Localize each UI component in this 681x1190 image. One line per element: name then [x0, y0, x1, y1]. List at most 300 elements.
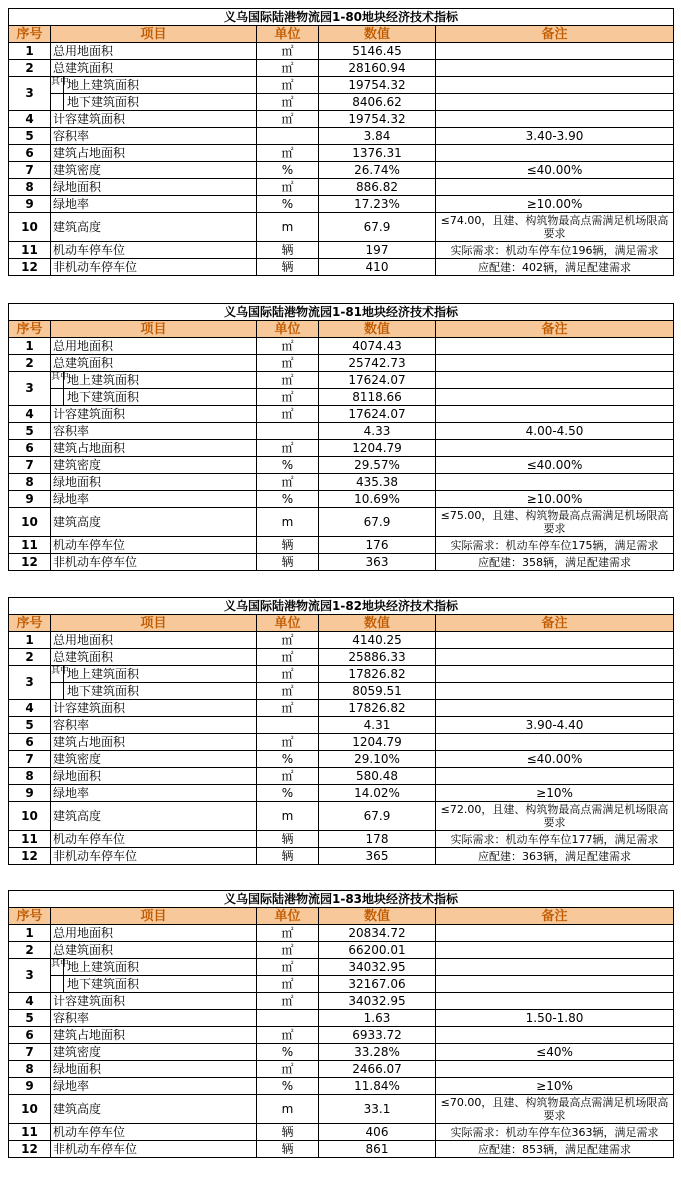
row-value: 34032.95: [319, 993, 436, 1010]
sub-label: 其中: [51, 372, 64, 388]
row-value: 33.1: [319, 1095, 436, 1124]
row-item: 机动车停车位: [51, 1124, 257, 1141]
row-item: 建筑占地面积: [51, 145, 257, 162]
row-note: ≤40.00%: [436, 457, 674, 474]
sub-label-cont: [51, 389, 64, 405]
row-item: [51, 976, 257, 993]
row-value: 8059.51: [319, 683, 436, 700]
row-note: [436, 440, 674, 457]
row-item: 容积率: [51, 1010, 257, 1027]
header-unit: 单位: [257, 321, 319, 338]
row-note: [436, 355, 674, 372]
table-row: [9, 717, 674, 734]
table-row: [9, 993, 674, 1010]
table-title: 义乌国际陆港物流园1-82地块经济技术指标: [9, 598, 674, 615]
row-item-label: 地下建筑面积: [67, 683, 140, 698]
row-item: 总用地面积: [51, 632, 257, 649]
table-row: [9, 242, 674, 259]
row-item: 总建筑面积: [51, 355, 257, 372]
row-item: 非机动车停车位: [51, 1141, 257, 1158]
table-row: [9, 474, 674, 491]
row-note: 1.50-1.80: [436, 1010, 674, 1027]
row-item: 非机动车停车位: [51, 554, 257, 571]
row-unit: ㎡: [257, 959, 319, 976]
row-index: 2: [9, 942, 51, 959]
row-unit: ㎡: [257, 1027, 319, 1044]
row-value: 10.69%: [319, 491, 436, 508]
row-item: 绿地面积: [51, 474, 257, 491]
header-value: 数值: [319, 321, 436, 338]
row-index: 11: [9, 1124, 51, 1141]
row-item-label: 地上建筑面积: [67, 77, 140, 92]
table-row: [9, 1061, 674, 1078]
row-unit: ㎡: [257, 632, 319, 649]
row-item-label: 地下建筑面积: [67, 389, 140, 404]
row-value: 8406.62: [319, 94, 436, 111]
row-unit: ㎡: [257, 666, 319, 683]
row-index: 7: [9, 751, 51, 768]
table-row: [9, 942, 674, 959]
row-unit: 辆: [257, 1124, 319, 1141]
row-item: [51, 372, 257, 389]
row-index: 10: [9, 1095, 51, 1124]
row-item: 总建筑面积: [51, 942, 257, 959]
table-row: [9, 372, 674, 389]
row-unit: ㎡: [257, 406, 319, 423]
row-unit: ㎡: [257, 60, 319, 77]
row-item: 建筑密度: [51, 457, 257, 474]
row-value: 19754.32: [319, 77, 436, 94]
row-value: 17826.82: [319, 666, 436, 683]
row-note: [436, 111, 674, 128]
row-index: 10: [9, 802, 51, 831]
table-row: [9, 1141, 674, 1158]
row-index: 3: [9, 77, 51, 111]
table-row: [9, 406, 674, 423]
row-index: 6: [9, 440, 51, 457]
row-item: 总用地面积: [51, 925, 257, 942]
row-index: 12: [9, 848, 51, 865]
row-unit: ㎡: [257, 94, 319, 111]
row-value: 17826.82: [319, 700, 436, 717]
row-value: 886.82: [319, 179, 436, 196]
table-row: [9, 632, 674, 649]
header-unit: 单位: [257, 908, 319, 925]
row-value: 8118.66: [319, 389, 436, 406]
header-item: 项目: [51, 908, 257, 925]
row-unit: %: [257, 751, 319, 768]
row-unit: 辆: [257, 554, 319, 571]
row-value: 14.02%: [319, 785, 436, 802]
row-item: 容积率: [51, 128, 257, 145]
row-item: 绿地率: [51, 785, 257, 802]
table-row: [9, 491, 674, 508]
table-row: [9, 196, 674, 213]
row-value: 67.9: [319, 213, 436, 242]
table-row: [9, 355, 674, 372]
row-item: [51, 94, 257, 111]
row-note: ≥10%: [436, 1078, 674, 1095]
row-value: 25742.73: [319, 355, 436, 372]
row-unit: m: [257, 802, 319, 831]
header-seq: 序号: [9, 321, 51, 338]
row-note: ≤74.00，且建、构筑物最高点需满足机场限高要求: [436, 213, 674, 242]
header-value: 数值: [319, 615, 436, 632]
indicator-grid: [8, 303, 674, 571]
row-unit: 辆: [257, 848, 319, 865]
row-unit: %: [257, 1044, 319, 1061]
row-unit: ㎡: [257, 700, 319, 717]
table-row: [9, 1027, 674, 1044]
row-value: 34032.95: [319, 959, 436, 976]
sub-label: 其中: [51, 666, 64, 682]
row-value: 5146.45: [319, 43, 436, 60]
row-item: 绿地率: [51, 196, 257, 213]
row-note: [436, 666, 674, 683]
row-note: [436, 145, 674, 162]
header-value: 数值: [319, 26, 436, 43]
sub-label-cont: [51, 976, 64, 992]
sub-label-cont: [51, 94, 64, 110]
row-value: 176: [319, 537, 436, 554]
row-note: [436, 1061, 674, 1078]
row-unit: 辆: [257, 537, 319, 554]
table-row: [9, 389, 674, 406]
row-note: [436, 632, 674, 649]
row-note: [436, 649, 674, 666]
row-index: 9: [9, 1078, 51, 1095]
indicator-table-2: [8, 303, 673, 571]
table-row: [9, 77, 674, 94]
row-index: 8: [9, 474, 51, 491]
row-note: [436, 406, 674, 423]
row-note: 3.90-4.40: [436, 717, 674, 734]
row-note: [436, 474, 674, 491]
row-note: [436, 683, 674, 700]
row-value: 3.84: [319, 128, 436, 145]
row-value: 17624.07: [319, 406, 436, 423]
row-index: 7: [9, 162, 51, 179]
row-value: 33.28%: [319, 1044, 436, 1061]
table-row: [9, 1078, 674, 1095]
row-item-label: 地上建筑面积: [67, 666, 140, 681]
header-seq: 序号: [9, 26, 51, 43]
row-item: 绿地面积: [51, 768, 257, 785]
row-item-label: 地下建筑面积: [67, 94, 140, 109]
row-unit: ㎡: [257, 338, 319, 355]
row-note: 应配建：363辆，满足配建需求: [436, 848, 674, 865]
header-unit: 单位: [257, 26, 319, 43]
row-index: 9: [9, 785, 51, 802]
row-item: 计容建筑面积: [51, 993, 257, 1010]
row-note: ≥10.00%: [436, 196, 674, 213]
row-value: 32167.06: [319, 976, 436, 993]
table-row: [9, 925, 674, 942]
row-index: 6: [9, 734, 51, 751]
table-row: [9, 423, 674, 440]
table-header-row: [9, 26, 674, 43]
row-note: [436, 959, 674, 976]
table-row: [9, 1010, 674, 1027]
row-value: 406: [319, 1124, 436, 1141]
row-item: 容积率: [51, 423, 257, 440]
row-unit: 辆: [257, 259, 319, 276]
table-row: [9, 537, 674, 554]
table-row: [9, 128, 674, 145]
row-unit: ㎡: [257, 942, 319, 959]
row-note: 4.00-4.50: [436, 423, 674, 440]
row-note: 实际需求：机动车停车位363辆，满足需求: [436, 1124, 674, 1141]
row-value: 1204.79: [319, 734, 436, 751]
row-index: 5: [9, 1010, 51, 1027]
row-index: 1: [9, 925, 51, 942]
row-note: ≤40%: [436, 1044, 674, 1061]
indicator-table-4: [8, 890, 673, 1158]
row-index: 10: [9, 213, 51, 242]
row-unit: %: [257, 196, 319, 213]
row-value: 1.63: [319, 1010, 436, 1027]
row-note: [436, 43, 674, 60]
row-value: 861: [319, 1141, 436, 1158]
table-row: [9, 683, 674, 700]
table-row: [9, 700, 674, 717]
table-row: [9, 338, 674, 355]
row-note: 应配建：358辆，满足配建需求: [436, 554, 674, 571]
row-item: 建筑密度: [51, 162, 257, 179]
row-index: 1: [9, 338, 51, 355]
row-item: [51, 389, 257, 406]
row-value: 6933.72: [319, 1027, 436, 1044]
row-unit: m: [257, 1095, 319, 1124]
row-note: [436, 94, 674, 111]
row-unit: %: [257, 785, 319, 802]
row-note: ≥10%: [436, 785, 674, 802]
row-value: 29.57%: [319, 457, 436, 474]
row-item: 计容建筑面积: [51, 111, 257, 128]
row-unit: [257, 717, 319, 734]
row-note: [436, 768, 674, 785]
table-row: [9, 259, 674, 276]
row-item: 建筑高度: [51, 802, 257, 831]
row-note: 实际需求：机动车停车位177辆，满足需求: [436, 831, 674, 848]
row-note: 实际需求：机动车停车位175辆，满足需求: [436, 537, 674, 554]
row-note: ≤75.00，且建、构筑物最高点需满足机场限高要求: [436, 508, 674, 537]
row-item: 建筑高度: [51, 508, 257, 537]
row-item: 总建筑面积: [51, 649, 257, 666]
header-note: 备注: [436, 321, 674, 338]
row-index: 4: [9, 111, 51, 128]
row-item: 绿地率: [51, 1078, 257, 1095]
row-unit: %: [257, 1078, 319, 1095]
sub-label: 其中: [51, 77, 64, 93]
row-index: 5: [9, 128, 51, 145]
row-index: 9: [9, 491, 51, 508]
row-value: 2466.07: [319, 1061, 436, 1078]
row-value: 26.74%: [319, 162, 436, 179]
row-value: 67.9: [319, 802, 436, 831]
row-index: 11: [9, 831, 51, 848]
row-unit: ㎡: [257, 145, 319, 162]
row-unit: [257, 423, 319, 440]
row-index: 6: [9, 1027, 51, 1044]
row-item: 建筑高度: [51, 1095, 257, 1124]
row-item: 容积率: [51, 717, 257, 734]
row-value: 197: [319, 242, 436, 259]
row-index: 2: [9, 60, 51, 77]
row-index: 3: [9, 959, 51, 993]
row-index: 5: [9, 423, 51, 440]
row-unit: ㎡: [257, 683, 319, 700]
row-item: [51, 683, 257, 700]
row-item: 计容建筑面积: [51, 700, 257, 717]
table-header-row: [9, 321, 674, 338]
row-item: [51, 666, 257, 683]
header-item: 项目: [51, 321, 257, 338]
row-item: 总用地面积: [51, 43, 257, 60]
row-value: 410: [319, 259, 436, 276]
row-item-label: 地上建筑面积: [67, 959, 140, 974]
header-note: 备注: [436, 26, 674, 43]
row-unit: %: [257, 162, 319, 179]
table-row: [9, 751, 674, 768]
header-seq: 序号: [9, 615, 51, 632]
row-unit: ㎡: [257, 925, 319, 942]
row-index: 8: [9, 768, 51, 785]
row-value: 435.38: [319, 474, 436, 491]
row-note: [436, 700, 674, 717]
row-item-label: 地上建筑面积: [67, 372, 140, 387]
row-note: [436, 1027, 674, 1044]
row-value: 20834.72: [319, 925, 436, 942]
row-unit: ㎡: [257, 768, 319, 785]
row-note: ≤40.00%: [436, 162, 674, 179]
row-value: 25886.33: [319, 649, 436, 666]
row-index: 8: [9, 179, 51, 196]
row-unit: m: [257, 508, 319, 537]
row-unit: 辆: [257, 1141, 319, 1158]
row-note: [436, 942, 674, 959]
table-row: [9, 60, 674, 77]
row-note: [436, 179, 674, 196]
row-unit: 辆: [257, 831, 319, 848]
table-row: [9, 959, 674, 976]
row-index: 12: [9, 1141, 51, 1158]
table-row: [9, 179, 674, 196]
row-value: 11.84%: [319, 1078, 436, 1095]
sub-label-cont: [51, 683, 64, 699]
row-item: 非机动车停车位: [51, 848, 257, 865]
row-item: 总建筑面积: [51, 60, 257, 77]
row-index: 1: [9, 632, 51, 649]
table-header-row: [9, 615, 674, 632]
table-row: [9, 734, 674, 751]
row-item: 建筑密度: [51, 1044, 257, 1061]
table-row: [9, 111, 674, 128]
row-item: [51, 77, 257, 94]
table-row: [9, 94, 674, 111]
header-seq: 序号: [9, 908, 51, 925]
row-unit: ㎡: [257, 1061, 319, 1078]
row-item-label: 地下建筑面积: [67, 976, 140, 991]
row-note: 3.40-3.90: [436, 128, 674, 145]
table-row: [9, 649, 674, 666]
row-unit: ㎡: [257, 43, 319, 60]
row-index: 3: [9, 666, 51, 700]
row-value: 67.9: [319, 508, 436, 537]
header-item: 项目: [51, 26, 257, 43]
row-value: 4140.25: [319, 632, 436, 649]
table-row: [9, 1095, 674, 1124]
row-note: [436, 925, 674, 942]
row-item: 建筑占地面积: [51, 440, 257, 457]
indicator-table-1: [8, 8, 673, 276]
header-value: 数值: [319, 908, 436, 925]
row-note: 应配建：402辆，满足配建需求: [436, 259, 674, 276]
table-row: [9, 43, 674, 60]
row-unit: 辆: [257, 242, 319, 259]
row-value: 178: [319, 831, 436, 848]
row-item: 建筑高度: [51, 213, 257, 242]
row-index: 5: [9, 717, 51, 734]
row-note: 应配建：853辆，满足配建需求: [436, 1141, 674, 1158]
row-unit: ㎡: [257, 976, 319, 993]
header-note: 备注: [436, 908, 674, 925]
indicator-grid: [8, 890, 674, 1158]
row-note: [436, 993, 674, 1010]
sub-label: 其中: [51, 959, 64, 975]
row-unit: [257, 128, 319, 145]
table-title: 义乌国际陆港物流园1-81地块经济技术指标: [9, 304, 674, 321]
header-item: 项目: [51, 615, 257, 632]
row-index: 4: [9, 993, 51, 1010]
row-value: 363: [319, 554, 436, 571]
row-item: 机动车停车位: [51, 831, 257, 848]
row-index: 11: [9, 537, 51, 554]
row-item: 非机动车停车位: [51, 259, 257, 276]
row-note: [436, 389, 674, 406]
row-index: 7: [9, 457, 51, 474]
row-value: 28160.94: [319, 60, 436, 77]
row-value: 17.23%: [319, 196, 436, 213]
row-note: ≤40.00%: [436, 751, 674, 768]
row-index: 12: [9, 554, 51, 571]
indicator-table-3: [8, 597, 673, 865]
row-item: 总用地面积: [51, 338, 257, 355]
row-item: 建筑占地面积: [51, 734, 257, 751]
row-unit: ㎡: [257, 179, 319, 196]
row-unit: ㎡: [257, 355, 319, 372]
row-index: 2: [9, 649, 51, 666]
row-note: ≤72.00，且建、构筑物最高点需满足机场限高要求: [436, 802, 674, 831]
table-row: [9, 785, 674, 802]
row-unit: [257, 1010, 319, 1027]
table-row: [9, 457, 674, 474]
row-index: 9: [9, 196, 51, 213]
row-unit: ㎡: [257, 474, 319, 491]
table-row: [9, 508, 674, 537]
row-index: 12: [9, 259, 51, 276]
row-value: 1376.31: [319, 145, 436, 162]
row-value: 66200.01: [319, 942, 436, 959]
row-unit: ㎡: [257, 993, 319, 1010]
row-note: 实际需求：机动车停车位196辆，满足需求: [436, 242, 674, 259]
table-row: [9, 162, 674, 179]
row-note: ≤70.00，且建、构筑物最高点需满足机场限高要求: [436, 1095, 674, 1124]
row-index: 4: [9, 700, 51, 717]
row-unit: ㎡: [257, 649, 319, 666]
table-row: [9, 1124, 674, 1141]
row-item: 机动车停车位: [51, 242, 257, 259]
